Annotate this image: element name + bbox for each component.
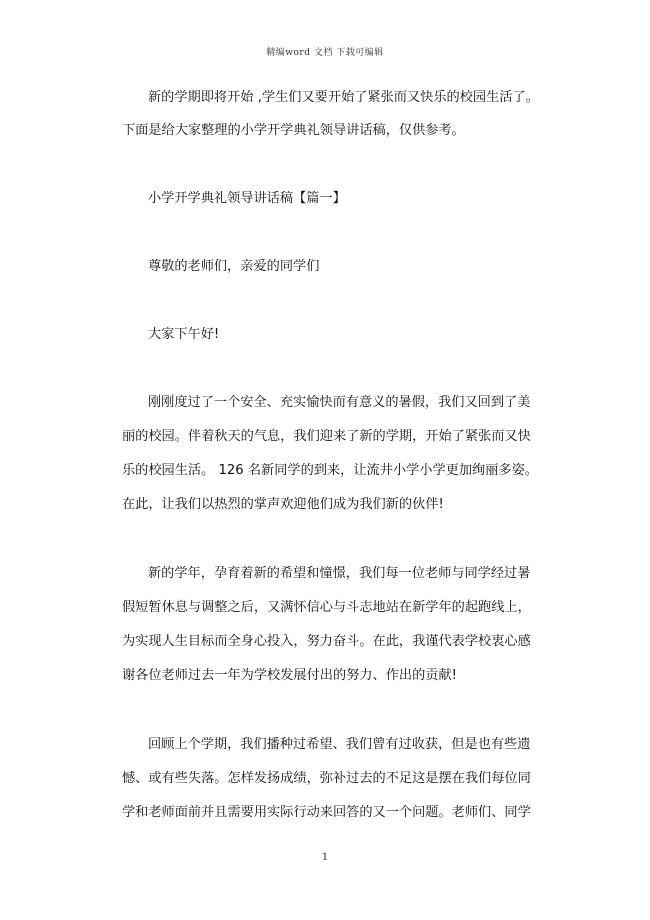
paragraph-3-line-3: 学和老师面前并且需要用实际行动来回答的又一个问题。老师们、同学 <box>122 805 531 820</box>
section-title: 小学开学典礼领导讲话稿【篇一】 <box>148 191 346 206</box>
salutation: 尊敬的老师们，亲爱的同学们 <box>148 259 320 274</box>
paragraph-3-line-2: 憾、或有些失落。怎样发扬成绩，弥补过去的不足这是摆在我们每位同 <box>122 771 531 786</box>
intro-line-2: 下面是给大家整理的小学开学典礼领导讲话稿，仅供参考。 <box>122 123 465 138</box>
paragraph-1-line-1: 刚刚度过了一个安全、充实愉快而有意义的暑假，我们又回到了美 <box>148 395 531 410</box>
paragraph-2-line-2: 假短暂休息与调整之后，又满怀信心与斗志地站在新学年的起跑线上， <box>122 600 531 615</box>
page-number: 1 <box>321 852 329 863</box>
paragraph-2-line-4: 谢各位老师过去一年为学校发展付出的努力、作出的贡献! <box>122 668 457 683</box>
paragraph-1-line-3: 乐的校园生活。 126 名新同学的到来，让流井小学小学更加绚丽多姿。 <box>122 463 538 478</box>
paragraph-1-line-4: 在此，让我们以热烈的掌声欢迎他们成为我们新的伙伴! <box>122 497 444 512</box>
intro-line-1: 新的学期即将开始 ,学生们又要开始了紧张而又快乐的校园生活了。 <box>148 90 539 105</box>
paragraph-3-line-1: 回顾上个学期，我们播种过希望、我们曾有过收获，但是也有些遗 <box>148 737 531 752</box>
paragraph-1-line-2: 丽的校园。伴着秋天的气息，我们迎来了新的学期，开始了紧张而又快 <box>122 429 531 444</box>
greeting: 大家下午好! <box>148 327 220 342</box>
page-header: 精编word 文档 下载可编辑 <box>266 48 384 58</box>
paragraph-2-line-1: 新的学年，孕育着新的希望和憧憬，我们每一位老师与同学经过暑 <box>148 566 531 581</box>
paragraph-2-line-3: 为实现人生目标而全身心投入，努力奋斗。在此，我谨代表学校衷心感 <box>122 634 531 649</box>
